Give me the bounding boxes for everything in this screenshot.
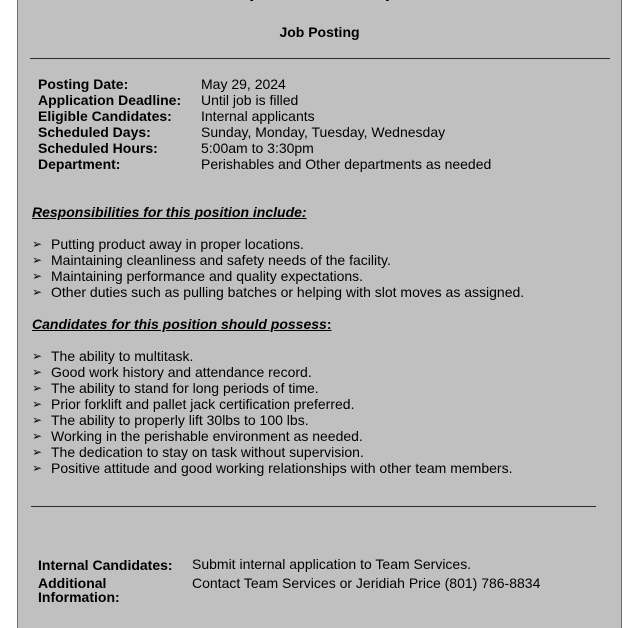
list-item-text: Other duties such as pulling batches or helping with slot moves as assigned. xyxy=(51,284,525,300)
list-item-text: Maintaining performance and quality expectations. xyxy=(51,268,364,284)
arrow-bullet-icon: ➢ xyxy=(32,365,43,379)
list-item-text: The ability to properly lift 30lbs to 100 lbs. xyxy=(51,412,309,428)
list-item-text: Putting product away in proper locations. xyxy=(51,236,304,252)
list-item xyxy=(32,396,512,412)
bottom-divider xyxy=(31,506,596,507)
arrow-bullet-icon: ➢ xyxy=(32,429,43,443)
arrow-bullet-icon: ➢ xyxy=(32,253,43,267)
list-item xyxy=(32,284,524,300)
list-item xyxy=(32,444,512,460)
detail-value: 5:00am to 3:30pm xyxy=(201,140,314,156)
list-item-text: Good work history and attendance record. xyxy=(51,364,312,380)
list-item xyxy=(32,380,512,396)
detail-value: Internal applicants xyxy=(201,108,315,124)
list-item xyxy=(32,268,524,284)
arrow-bullet-icon: ➢ xyxy=(32,413,43,427)
detail-label: Department: xyxy=(38,156,121,172)
arrow-bullet-icon: ➢ xyxy=(32,285,43,299)
list-item xyxy=(32,252,524,268)
arrow-bullet-icon: ➢ xyxy=(32,445,43,459)
responsibilities-list xyxy=(32,236,524,300)
list-item xyxy=(32,428,512,444)
qualifications-heading-text: Candidates for this position should possess xyxy=(32,316,327,332)
document-title xyxy=(18,0,621,1)
contact-value-internal-candidates: Submit internal application to Team Services. xyxy=(192,556,472,572)
list-item-text: Prior forklift and pallet jack certification preferred. xyxy=(51,396,355,412)
list-item xyxy=(32,236,524,252)
qualifications-heading xyxy=(32,316,332,332)
list-item-text: Positive attitude and good working relationships with other team members. xyxy=(51,460,513,476)
list-item-text: The ability to multitask. xyxy=(51,348,194,364)
list-item-text: Maintaining cleanliness and safety needs of the facility. xyxy=(51,252,391,268)
job-posting-heading: Job Posting xyxy=(279,24,360,40)
detail-value: May 29, 2024 xyxy=(201,76,286,92)
contact-label-internal-candidates: Internal Candidates: xyxy=(38,557,173,573)
arrow-bullet-icon: ➢ xyxy=(32,461,43,475)
arrow-bullet-icon: ➢ xyxy=(32,237,43,251)
detail-value: Sunday, Monday, Tuesday, Wednesday xyxy=(201,124,446,140)
detail-label: Eligible Candidates: xyxy=(38,108,172,124)
list-item xyxy=(32,364,512,380)
qualifications-list xyxy=(32,348,512,476)
list-item xyxy=(32,460,512,476)
detail-value: Perishables and Other departments as needed xyxy=(201,156,492,172)
top-divider xyxy=(30,58,610,59)
list-item-text: The ability to stand for long periods of time. xyxy=(51,380,319,396)
list-item-text: Working in the perishable environment as needed. xyxy=(51,428,363,444)
detail-label: Posting Date: xyxy=(38,76,129,92)
arrow-bullet-icon: ➢ xyxy=(32,349,43,363)
responsibilities-heading: Responsibilities for this position include: xyxy=(32,204,307,220)
detail-value: Until job is filled xyxy=(201,92,299,108)
arrow-bullet-icon: ➢ xyxy=(32,397,43,411)
arrow-bullet-icon: ➢ xyxy=(32,269,43,283)
contact-label-additional-information: Additional Information: xyxy=(38,575,120,605)
detail-label: Scheduled Days: xyxy=(38,124,151,140)
list-item-text: The dedication to stay on task without supervision. xyxy=(51,444,364,460)
contact-value-additional-information: Contact Team Services or Jeridiah Price (801) 786-8834 xyxy=(192,575,541,591)
job-posting-page xyxy=(17,0,622,628)
detail-label: Application Deadline: xyxy=(38,92,182,108)
arrow-bullet-icon: ➢ xyxy=(32,381,43,395)
detail-label: Scheduled Hours: xyxy=(38,140,158,156)
list-item xyxy=(32,412,512,428)
list-item xyxy=(32,348,512,364)
qualifications-heading-colon: : xyxy=(326,316,332,332)
